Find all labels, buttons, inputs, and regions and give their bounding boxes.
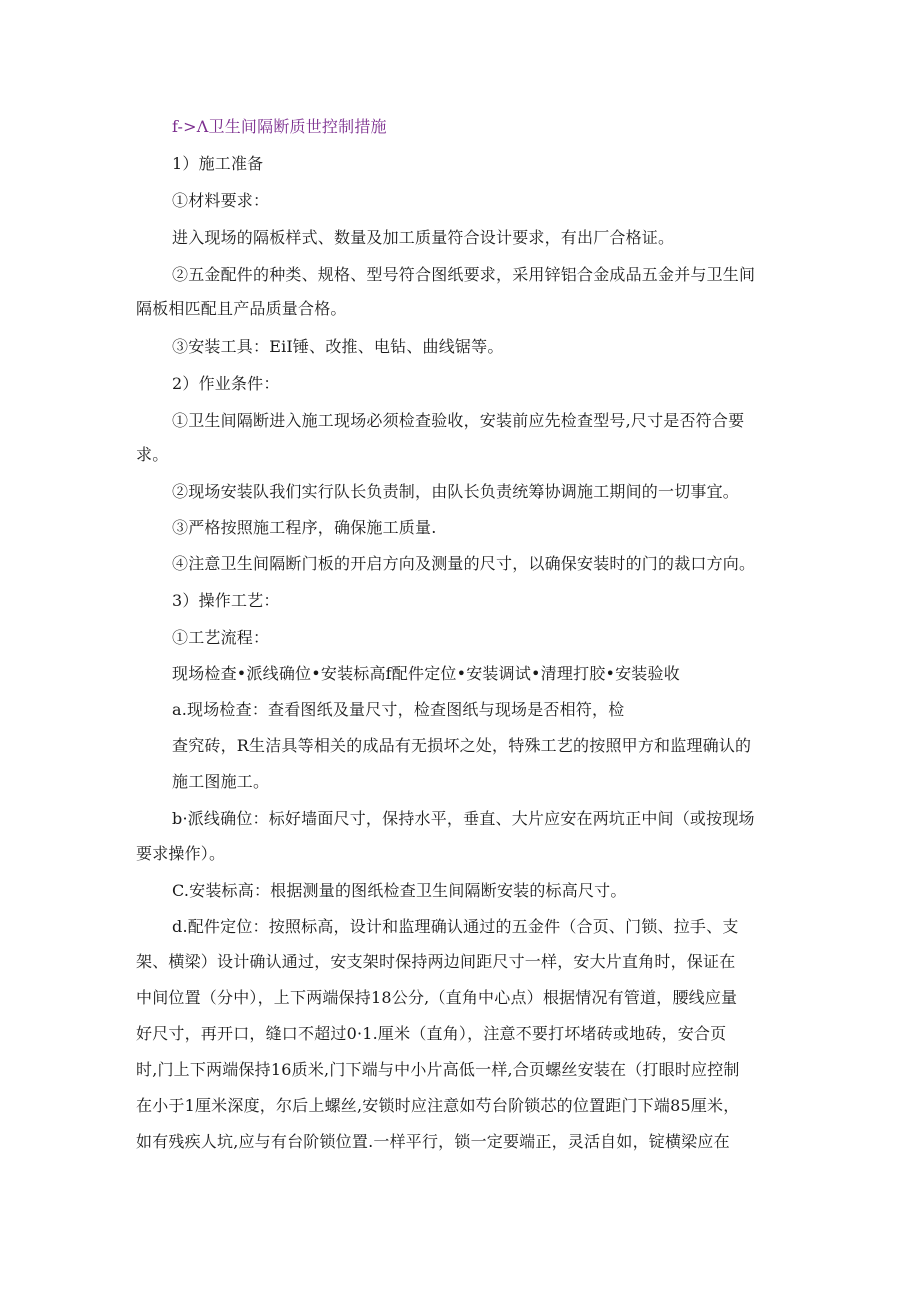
text-line: ①材料要求：: [172, 191, 270, 210]
text-line: b·派线确位：标好墙面尺寸，保持水平，垂直、大片应安在两坑正中间（或按现场: [172, 809, 755, 828]
text-line: ②五金配件的种类、规格、型号符合图纸要求，采用锌铝合金成品五金并与卫生间: [172, 265, 756, 284]
text-line: 中间位置（分中），上下两端保持18公分,（直角中心点）根据情况有管道，腰线应量: [136, 988, 738, 1007]
text-line: 隔板相匹配且产品质量合格。: [136, 299, 347, 318]
text-line: 时,门上下两端保持16质米,门下端与中小片高低一样,合页螺丝安装在（打眼时应控制: [136, 1060, 740, 1079]
text-line: ①工艺流程：: [172, 628, 270, 647]
text-line: 1）施工准备: [172, 154, 264, 173]
text-line: a.现场检查：查看图纸及量尺寸，检查图纸与现场是否相符，检: [172, 700, 625, 719]
text-line: ③安装工具：EiI锤、改推、电钻、曲线锯等。: [172, 337, 504, 356]
text-line: d.配件定位：按照标高，设计和监理确认通过的五金件（合页、门锁、拉手、支: [172, 917, 739, 936]
text-line: 架、横梁）设计确认通过，安支架时保持两边间距尺寸一样，安大片直角时，保证在: [136, 952, 736, 971]
text-line: 3）操作工艺：: [172, 591, 280, 610]
text-line: 求。: [136, 445, 169, 464]
text-line: 查究砖，R生洁具等相关的成品有无损坏之处，特殊工艺的按照甲方和监理确认的: [172, 736, 752, 755]
text-line: ④注意卫生间隔断门板的开启方向及测量的尺寸，以确保安装时的门的裁口方向。: [172, 554, 756, 573]
text-line: 2）作业条件：: [172, 374, 280, 393]
text-line: 在小于1厘米深度，尔后上螺丝,安锁时应注意如芍台阶锁芯的位置距门下端85厘米，: [136, 1096, 740, 1115]
text-line: 如有残疾人坑,应与有台阶锁位置.一样平行，锁一定要端正，灵活自如，锭横梁应在: [136, 1132, 730, 1151]
text-line: 施工图施工。: [172, 772, 270, 791]
text-line: C.安装标高：根据测量的图纸检查卫生间隔断安装的标高尺寸。: [172, 881, 627, 900]
text-line: ①卫生间隔断进入施工现场必须检查验收，安装前应先检查型号,尺寸是否符合要: [172, 411, 745, 430]
text-line: 要求操作）。: [136, 844, 226, 863]
text-line: ②现场安装队我们实行队长负责制，由队长负责统筹协调施工期间的一切事宜。: [172, 482, 740, 501]
section-heading: f->Λ卫生间隔断质世控制措施: [172, 117, 387, 136]
text-line: 进入现场的隔板样式、数量及加工质量符合设计要求，有出厂合格证。: [172, 228, 675, 247]
text-line: 现场检查•派线确位•安装标高f配件定位•安装调试•清理打胶•安装验收: [172, 664, 680, 683]
text-line: 好尺寸，再开口，缝口不超过0·1.厘米（直角），注意不要打坏堵砖或地砖，安合页: [136, 1024, 727, 1043]
text-line: ③严格按照施工程序，确保施工质量.: [172, 518, 437, 537]
